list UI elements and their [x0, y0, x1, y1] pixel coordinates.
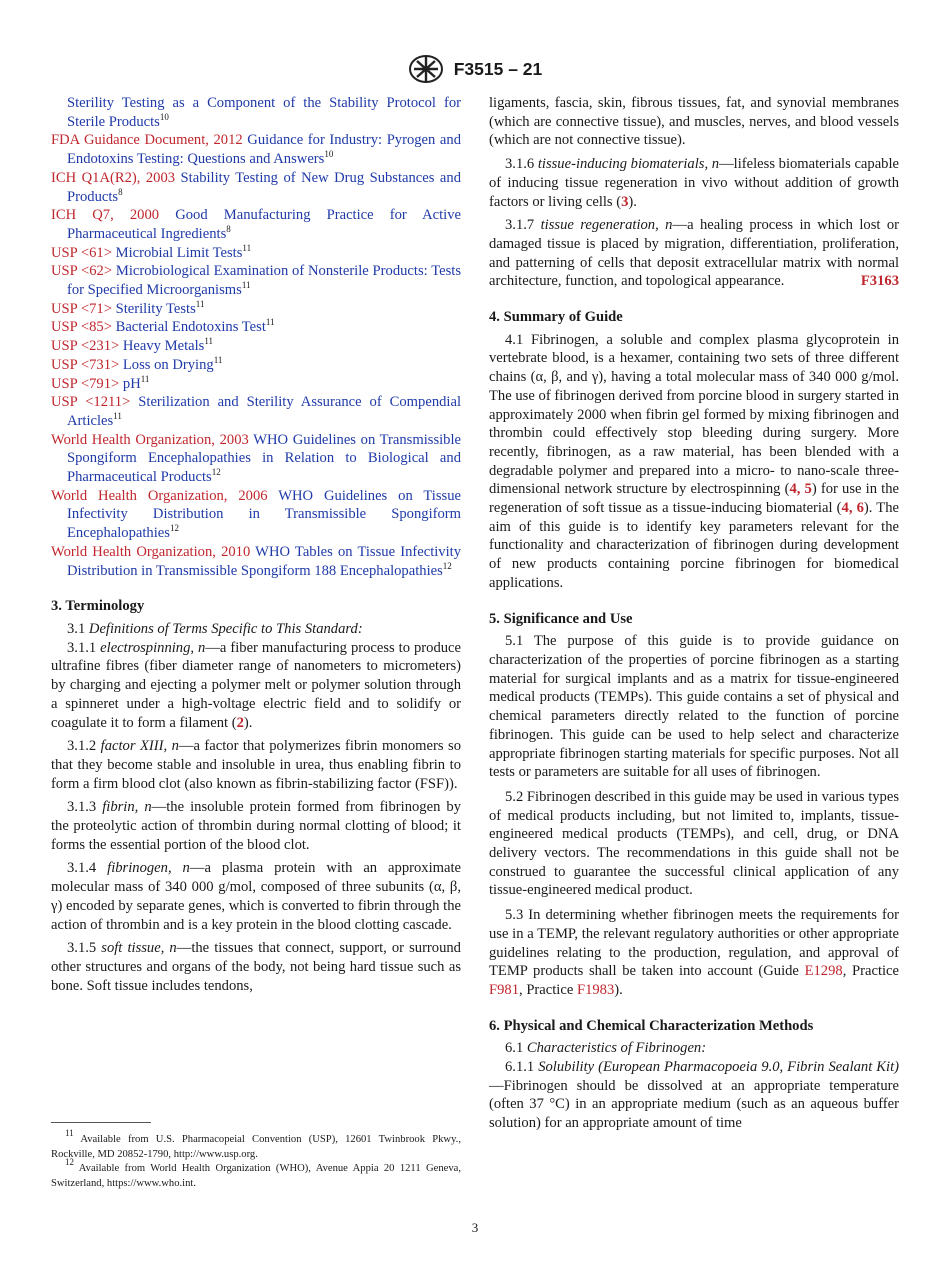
reference-entry	[51, 393, 461, 430]
footnote-rule	[51, 1122, 151, 1123]
para-5-1: 5.1 The purpose of this guide is to provide guidance on characterization of the properties of porcine fibrinogen as a starting material for surgical implants and as a matrix for tissue-engineered medical products (TEMPs). This guide contains a set of physical and chemical parameters directly related to the function of porcine fibrinogen. This guide can be used to help select and characterize appropriate fibrinogen starting materials for specific purposes. Not all tests or parameters are suitable for all uses of fibrinogen.	[489, 633, 899, 781]
standard-link[interactable]: E1298	[804, 963, 843, 980]
footnote-marker: 11	[204, 336, 214, 347]
right-column	[489, 94, 899, 1133]
footnote-marker: 10	[159, 111, 169, 122]
reference-entry	[51, 244, 461, 263]
reference-entry	[51, 300, 461, 319]
reference-entry	[51, 206, 461, 243]
standard-link[interactable]: F981	[489, 981, 520, 998]
left-column	[51, 94, 461, 995]
reference-title-link[interactable]: Microbial Limit Tests	[115, 244, 243, 261]
reference-code-link[interactable]: World Health Organization, 2010	[51, 543, 251, 560]
term-3-1-5: 3.1.5 soft tissue, n—the tissues that connect, support, or surround other structures and organs of the body, not being hard tissue such as bone. Soft tissue includes tendons,	[51, 940, 461, 994]
section-6-heading: 6. Physical and Chemical Characterization Methods	[489, 1017, 814, 1034]
footnote-marker: 11	[213, 354, 223, 365]
term-3-1-3: 3.1.3 fibrin, n—the insoluble protein formed from fibrinogen by the proteolytic action of thrombin during normal clotting of blood; it forms the essential portion of the blood clot.	[51, 799, 461, 853]
astm-logo-icon	[408, 54, 444, 84]
reference-code-link[interactable]: ICH Q1A(R2), 2003	[51, 169, 176, 186]
reference-entry	[51, 487, 461, 543]
reference-entry	[51, 131, 461, 168]
reference-list	[51, 94, 461, 580]
reference-entry	[51, 375, 461, 394]
reference-title-link[interactable]: pH	[122, 375, 141, 392]
reference-entry	[51, 262, 461, 299]
footnote-marker: 11	[242, 242, 252, 253]
para-6-1: 6.1 Characteristics of Fibrinogen:	[505, 1040, 707, 1057]
standard-link[interactable]: F3163	[860, 273, 899, 290]
reference-code-link[interactable]: USP <61>	[51, 244, 112, 261]
term-3-1-4: 3.1.4 fibrinogen, n—a plasma protein with an approximate molecular mass of 340 000 g/mol, composed of three subunits (α, β, γ) encoded by separate genes, which is converted to fibrin through the action of thrombin and is a key protein in the blood clotting cascade.	[51, 860, 461, 933]
section-4-heading: 4. Summary of Guide	[489, 309, 623, 326]
para-3-1: 3.1 Definitions of Terms Specific to This Standard:	[67, 620, 363, 637]
footnote-marker: 11	[140, 373, 150, 384]
reference-entry	[51, 356, 461, 375]
term-3-1-2: 3.1.2 factor XIII, n—a factor that polymerizes fibrin monomers so that they become stable and insoluble in urea, thus enabling fibrin to form a firm blood clot (also known as fibrin-stabilizing factor (FSF)).	[51, 738, 461, 792]
reference-code-link[interactable]: USP <1211>	[51, 394, 131, 411]
reference-title-link[interactable]: Bacterial Endotoxins Test	[115, 319, 266, 336]
page-header	[0, 54, 950, 84]
citation-link[interactable]: 2	[236, 714, 244, 731]
reference-title-link[interactable]: Good Manufacturing Practice for Active Pharmaceutical Ingredients	[67, 207, 461, 242]
footnote-marker: 11	[265, 317, 275, 328]
reference-code-link[interactable]: USP <731>	[51, 356, 120, 373]
reference-title-link[interactable]: WHO Guidelines on Tissue Infectivity Distribution in Transmissible Spongiform Encephalopathies	[67, 487, 461, 542]
reference-title-link[interactable]: Stability Testing of New Drug Substances and Products	[67, 169, 461, 205]
reference-code-link[interactable]: USP <85>	[51, 319, 112, 336]
footnote-marker: 11	[195, 298, 205, 309]
footnote: $^{11}$ Available from U.S. Pharmacopeial Convention (USP), 12601 Twinbrook Pkwy., Rockville, MD 20852-1790, http://www.usp.org.	[51, 1128, 461, 1160]
reference-code-link[interactable]: ICH Q7, 2000	[51, 207, 160, 224]
reference-title-link[interactable]: WHO Guidelines on Transmissible Spongiform Encephalopathies in Relation to Biological and Pharmaceutical Products	[67, 431, 462, 486]
footnote-marker: 12	[211, 467, 221, 478]
citation-link[interactable]: 4, 6	[841, 500, 864, 517]
reference-title-link[interactable]: WHO Tables on Tissue Infectivity Distribution in Transmissible Spongiform 188 Encephalopathies	[67, 543, 461, 579]
reference-title-link[interactable]: Loss on Drying	[122, 356, 214, 373]
reference-entry	[51, 543, 461, 580]
footnotes	[51, 1128, 461, 1191]
reference-entry	[51, 318, 461, 337]
page-number: 3	[471, 1220, 479, 1235]
reference-code-link[interactable]: USP <231>	[51, 338, 120, 355]
footnote-marker: 11	[113, 410, 122, 421]
footnote-marker: 12	[169, 523, 179, 534]
footnote-marker: 11	[241, 280, 251, 291]
footnote-marker: 10	[324, 149, 334, 160]
para-5-2: 5.2 Fibrinogen described in this guide may be used in various types of medical products including, but not limited to, implants, tissue-engineered medical products (TEMPs), and cell, drug, or DNA delivery vectors. The recommendations in this guide shall not be construed to guarantee the successful clinical application of any tissue-engineered medical product.	[489, 788, 899, 899]
reference-entry	[51, 94, 461, 131]
footnote: $^{12}$ Available from World Health Organization (WHO), Avenue Appia 20 1211 Geneva, Switzerland, https://www.who.int.	[51, 1157, 461, 1189]
reference-title-link[interactable]: Sterility Tests	[115, 300, 196, 317]
reference-entry	[51, 169, 461, 206]
section-3-heading: 3. Terminology	[51, 598, 145, 615]
term-3-1-1: 3.1.1 electrospinning, n—a fiber manufacturing process to produce ultrafine fibres (fiber diameter range of nanometers to micrometers) by charging and ejecting a polymer melt or polymer solution through a spinneret under a high-voltage electric field and to solidify or coagulate it to form a filament (2).	[51, 639, 461, 731]
citation-link[interactable]: 4, 5	[789, 481, 812, 498]
reference-code-link[interactable]: FDA Guidance Document, 2012	[51, 132, 243, 149]
term-3-1-6: 3.1.6 tissue-inducing biomaterials, n—lifeless biomaterials capable of inducing tissue regeneration in vivo without addition of growth factors or living cells (3).	[489, 156, 899, 210]
reference-title-link[interactable]: Guidance for Industry: Pyrogen and Endotoxins Testing: Questions and Answers	[67, 132, 461, 168]
para-5-3: 5.3 In determining whether fibrinogen meets the requirements for use in a TEMP, the relevant regulatory authorities or other appropriate guidelines relating to the production, regulation, and approval of TEMP products shall be taken into account (Guide E1298, Practice F981, Practice F1983).	[489, 907, 900, 998]
reference-code-link[interactable]: USP <71>	[51, 300, 112, 317]
term-3-1-5-continued: ligaments, fascia, skin, fibrous tissues, fat, and synovial membranes (which are connective tissue), and muscles, nerves, and blood vessels (which are not connective tissue).	[489, 95, 899, 149]
citation-link[interactable]: 3	[621, 193, 629, 210]
reference-title-link[interactable]: Sterilization and Sterility Assurance of Compendial Articles	[67, 394, 461, 429]
term-3-1-7: 3.1.7 tissue regeneration, n—a healing process in which lost or damaged tissue is placed by migration, differentiation, proliferation, and patterning of cells that deposit extracellular matrix with normal architecture, function, and topological appearance. F3163	[489, 217, 899, 290]
reference-code-link[interactable]: World Health Organization, 2006	[51, 487, 268, 504]
reference-title-link[interactable]: Heavy Metals	[122, 338, 205, 355]
reference-title-link[interactable]: Sterility Testing as a Component of the Stability Protocol for Sterile Products	[67, 95, 461, 130]
footnote-marker: 8	[118, 186, 123, 197]
reference-entry	[51, 337, 461, 356]
reference-code-link[interactable]: World Health Organization, 2003	[51, 431, 249, 448]
reference-entry	[51, 431, 461, 487]
para-4-1: 4.1 Fibrinogen, a soluble and complex plasma glycoprotein in vertebrate blood, is a hexamer, containing two sets of three different chains (α, β, and γ), having a total molecular mass of 340 000 g/mol. The use of fibrinogen derived from porcine blood in surgery started in approximately 2000 when fibrin gel formed by mixing fibrinogen and thrombin could effectively stop bleeding during surgery. More recently, fibrinogen, as a raw material, has been blended with a degradable polymer and prepared into a micro- to nano-scale three-dimensional network structure by electrospinning (4, 5) for use in the regeneration of soft tissue as a tissue-inducing biomaterial (4, 6). The aim of this guide is to identify key parameters relevant for the functionality and characterization of fibrinogen during development of new products containing porcine fibrinogen for biomedical applications.	[489, 331, 899, 591]
para-6-1-1: 6.1.1 Solubility (European Pharmacopoeia 9.0, Fibrin Sealant Kit)—Fibrinogen should be dissolved at an appropriate temperature (often 37 °C) in an appropriate medium (such as an aqueous buffer solution) for an appropriate amount of time	[489, 1059, 899, 1132]
reference-title-link[interactable]: Microbiological Examination of Nonsterile Products: Tests for Specified Microorganisms	[67, 263, 461, 299]
section-5-heading: 5. Significance and Use	[489, 610, 633, 627]
footnote-marker: 12	[442, 560, 452, 571]
footnote-marker: 8	[226, 223, 231, 234]
standard-link[interactable]: F1983	[576, 981, 615, 998]
reference-code-link[interactable]: USP <62>	[51, 263, 113, 280]
document-code: F3515 – 21	[453, 58, 543, 79]
reference-code-link[interactable]: USP <791>	[51, 375, 120, 392]
